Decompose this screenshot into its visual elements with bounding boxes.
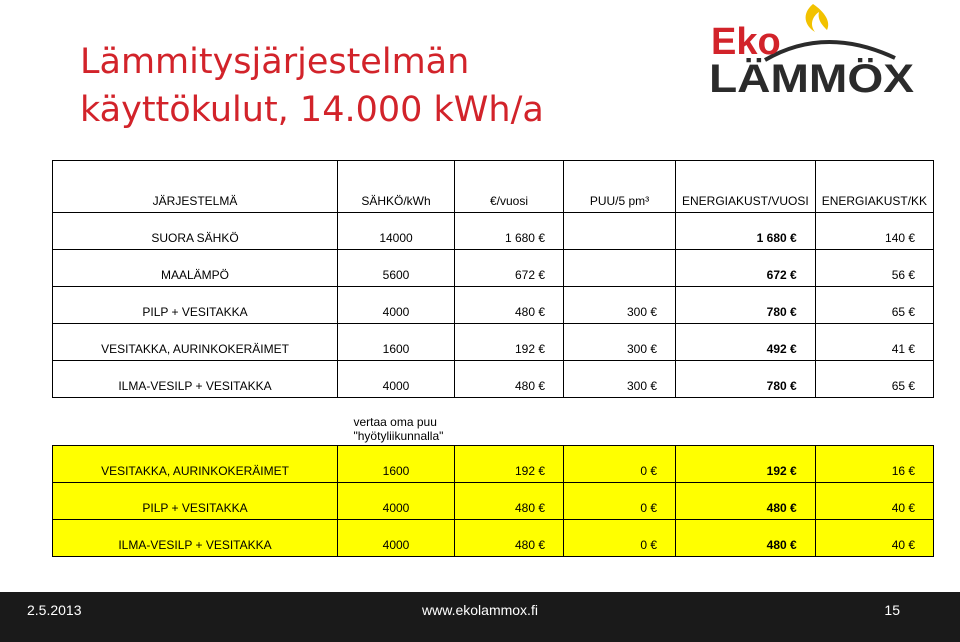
system-cell: PILP + VESITAKKA [53, 483, 338, 520]
column-header: €/vuosi [455, 161, 564, 213]
energy-cost-year-cell: 492 € [676, 324, 816, 361]
wood-exercise-note [338, 398, 564, 446]
energy-cost-month-cell: 40 € [815, 520, 933, 557]
table-row [53, 213, 934, 250]
wood-cost-cell: 0 € [564, 483, 676, 520]
table-row [53, 324, 934, 361]
highlighted-table-row [53, 483, 934, 520]
column-header: PUU/5 pm³ [564, 161, 676, 213]
wood-cost-cell: 300 € [564, 361, 676, 398]
energy-cost-month-cell: 41 € [815, 324, 933, 361]
table-row [53, 250, 934, 287]
kwh-cell: 1600 [338, 324, 455, 361]
energy-cost-year-cell: 1 680 € [676, 213, 816, 250]
table-row [53, 361, 934, 398]
flame-icon [806, 4, 829, 32]
footer-date: 2.5.2013 [27, 602, 82, 618]
kwh-cell: 4000 [338, 483, 455, 520]
note-spacer [564, 398, 676, 446]
system-cell: VESITAKKA, AURINKOKERÄIMET [53, 446, 338, 483]
column-header: ENERGIAKUST/KK [815, 161, 933, 213]
note-line-1: vertaa oma puu [353, 415, 437, 429]
wood-cost-cell [564, 250, 676, 287]
ekolammox-logo [705, 0, 920, 100]
energy-cost-year-cell: 672 € [676, 250, 816, 287]
energy-cost-month-cell: 56 € [815, 250, 933, 287]
energy-cost-month-cell: 140 € [815, 213, 933, 250]
euro-per-year-cell: 192 € [455, 324, 564, 361]
wood-cost-cell: 300 € [564, 324, 676, 361]
euro-per-year-cell: 480 € [455, 287, 564, 324]
logo-eko: Eko [711, 21, 781, 63]
wood-cost-cell: 0 € [564, 446, 676, 483]
system-cell: VESITAKKA, AURINKOKERÄIMET [53, 324, 338, 361]
system-cell: SUORA SÄHKÖ [53, 213, 338, 250]
wood-cost-cell [564, 213, 676, 250]
euro-per-year-cell: 480 € [455, 483, 564, 520]
highlighted-table-row [53, 446, 934, 483]
euro-per-year-cell: 1 680 € [455, 213, 564, 250]
page-title-line-1: Lämmitysjärjestelmän [80, 42, 470, 82]
energy-cost-year-cell: 780 € [676, 361, 816, 398]
system-cell: PILP + VESITAKKA [53, 287, 338, 324]
note-spacer [53, 398, 338, 446]
column-header: ENERGIAKUST/VUOSI [676, 161, 816, 213]
note-spacer [815, 398, 933, 446]
system-cell: ILMA-VESILP + VESITAKKA [53, 361, 338, 398]
slide-footer [0, 592, 960, 642]
kwh-cell: 4000 [338, 361, 455, 398]
kwh-cell: 14000 [338, 213, 455, 250]
system-cell: ILMA-VESILP + VESITAKKA [53, 520, 338, 557]
page-title-line-2: käyttökulut, 14.000 kWh/a [80, 90, 544, 130]
energy-cost-year-cell: 480 € [676, 520, 816, 557]
page-number: 15 [884, 602, 900, 618]
energy-cost-month-cell: 40 € [815, 483, 933, 520]
kwh-cell: 4000 [338, 520, 455, 557]
column-header: SÄHKÖ/kWh [338, 161, 455, 213]
kwh-cell: 5600 [338, 250, 455, 287]
wood-cost-cell: 300 € [564, 287, 676, 324]
note-spacer [676, 398, 816, 446]
energy-cost-year-cell: 780 € [676, 287, 816, 324]
heating-cost-table [52, 160, 934, 557]
table-row [53, 287, 934, 324]
logo-lammox: LÄMMÖX [709, 57, 887, 100]
energy-cost-year-cell: 480 € [676, 483, 816, 520]
footer-url: www.ekolammox.fi [422, 602, 538, 618]
energy-cost-year-cell: 192 € [676, 446, 816, 483]
note-line-2: "hyötyliikunnalla" [353, 429, 444, 443]
wood-cost-cell: 0 € [564, 520, 676, 557]
euro-per-year-cell: 672 € [455, 250, 564, 287]
energy-cost-month-cell: 65 € [815, 361, 933, 398]
table-header-row [53, 161, 934, 213]
system-cell: MAALÄMPÖ [53, 250, 338, 287]
euro-per-year-cell: 192 € [455, 446, 564, 483]
euro-per-year-cell: 480 € [455, 361, 564, 398]
highlighted-table-row [53, 520, 934, 557]
note-row [53, 398, 934, 446]
euro-per-year-cell: 480 € [455, 520, 564, 557]
kwh-cell: 1600 [338, 446, 455, 483]
energy-cost-month-cell: 65 € [815, 287, 933, 324]
column-header: JÄRJESTELMÄ [53, 161, 338, 213]
energy-cost-month-cell: 16 € [815, 446, 933, 483]
page-title [80, 38, 544, 134]
kwh-cell: 4000 [338, 287, 455, 324]
